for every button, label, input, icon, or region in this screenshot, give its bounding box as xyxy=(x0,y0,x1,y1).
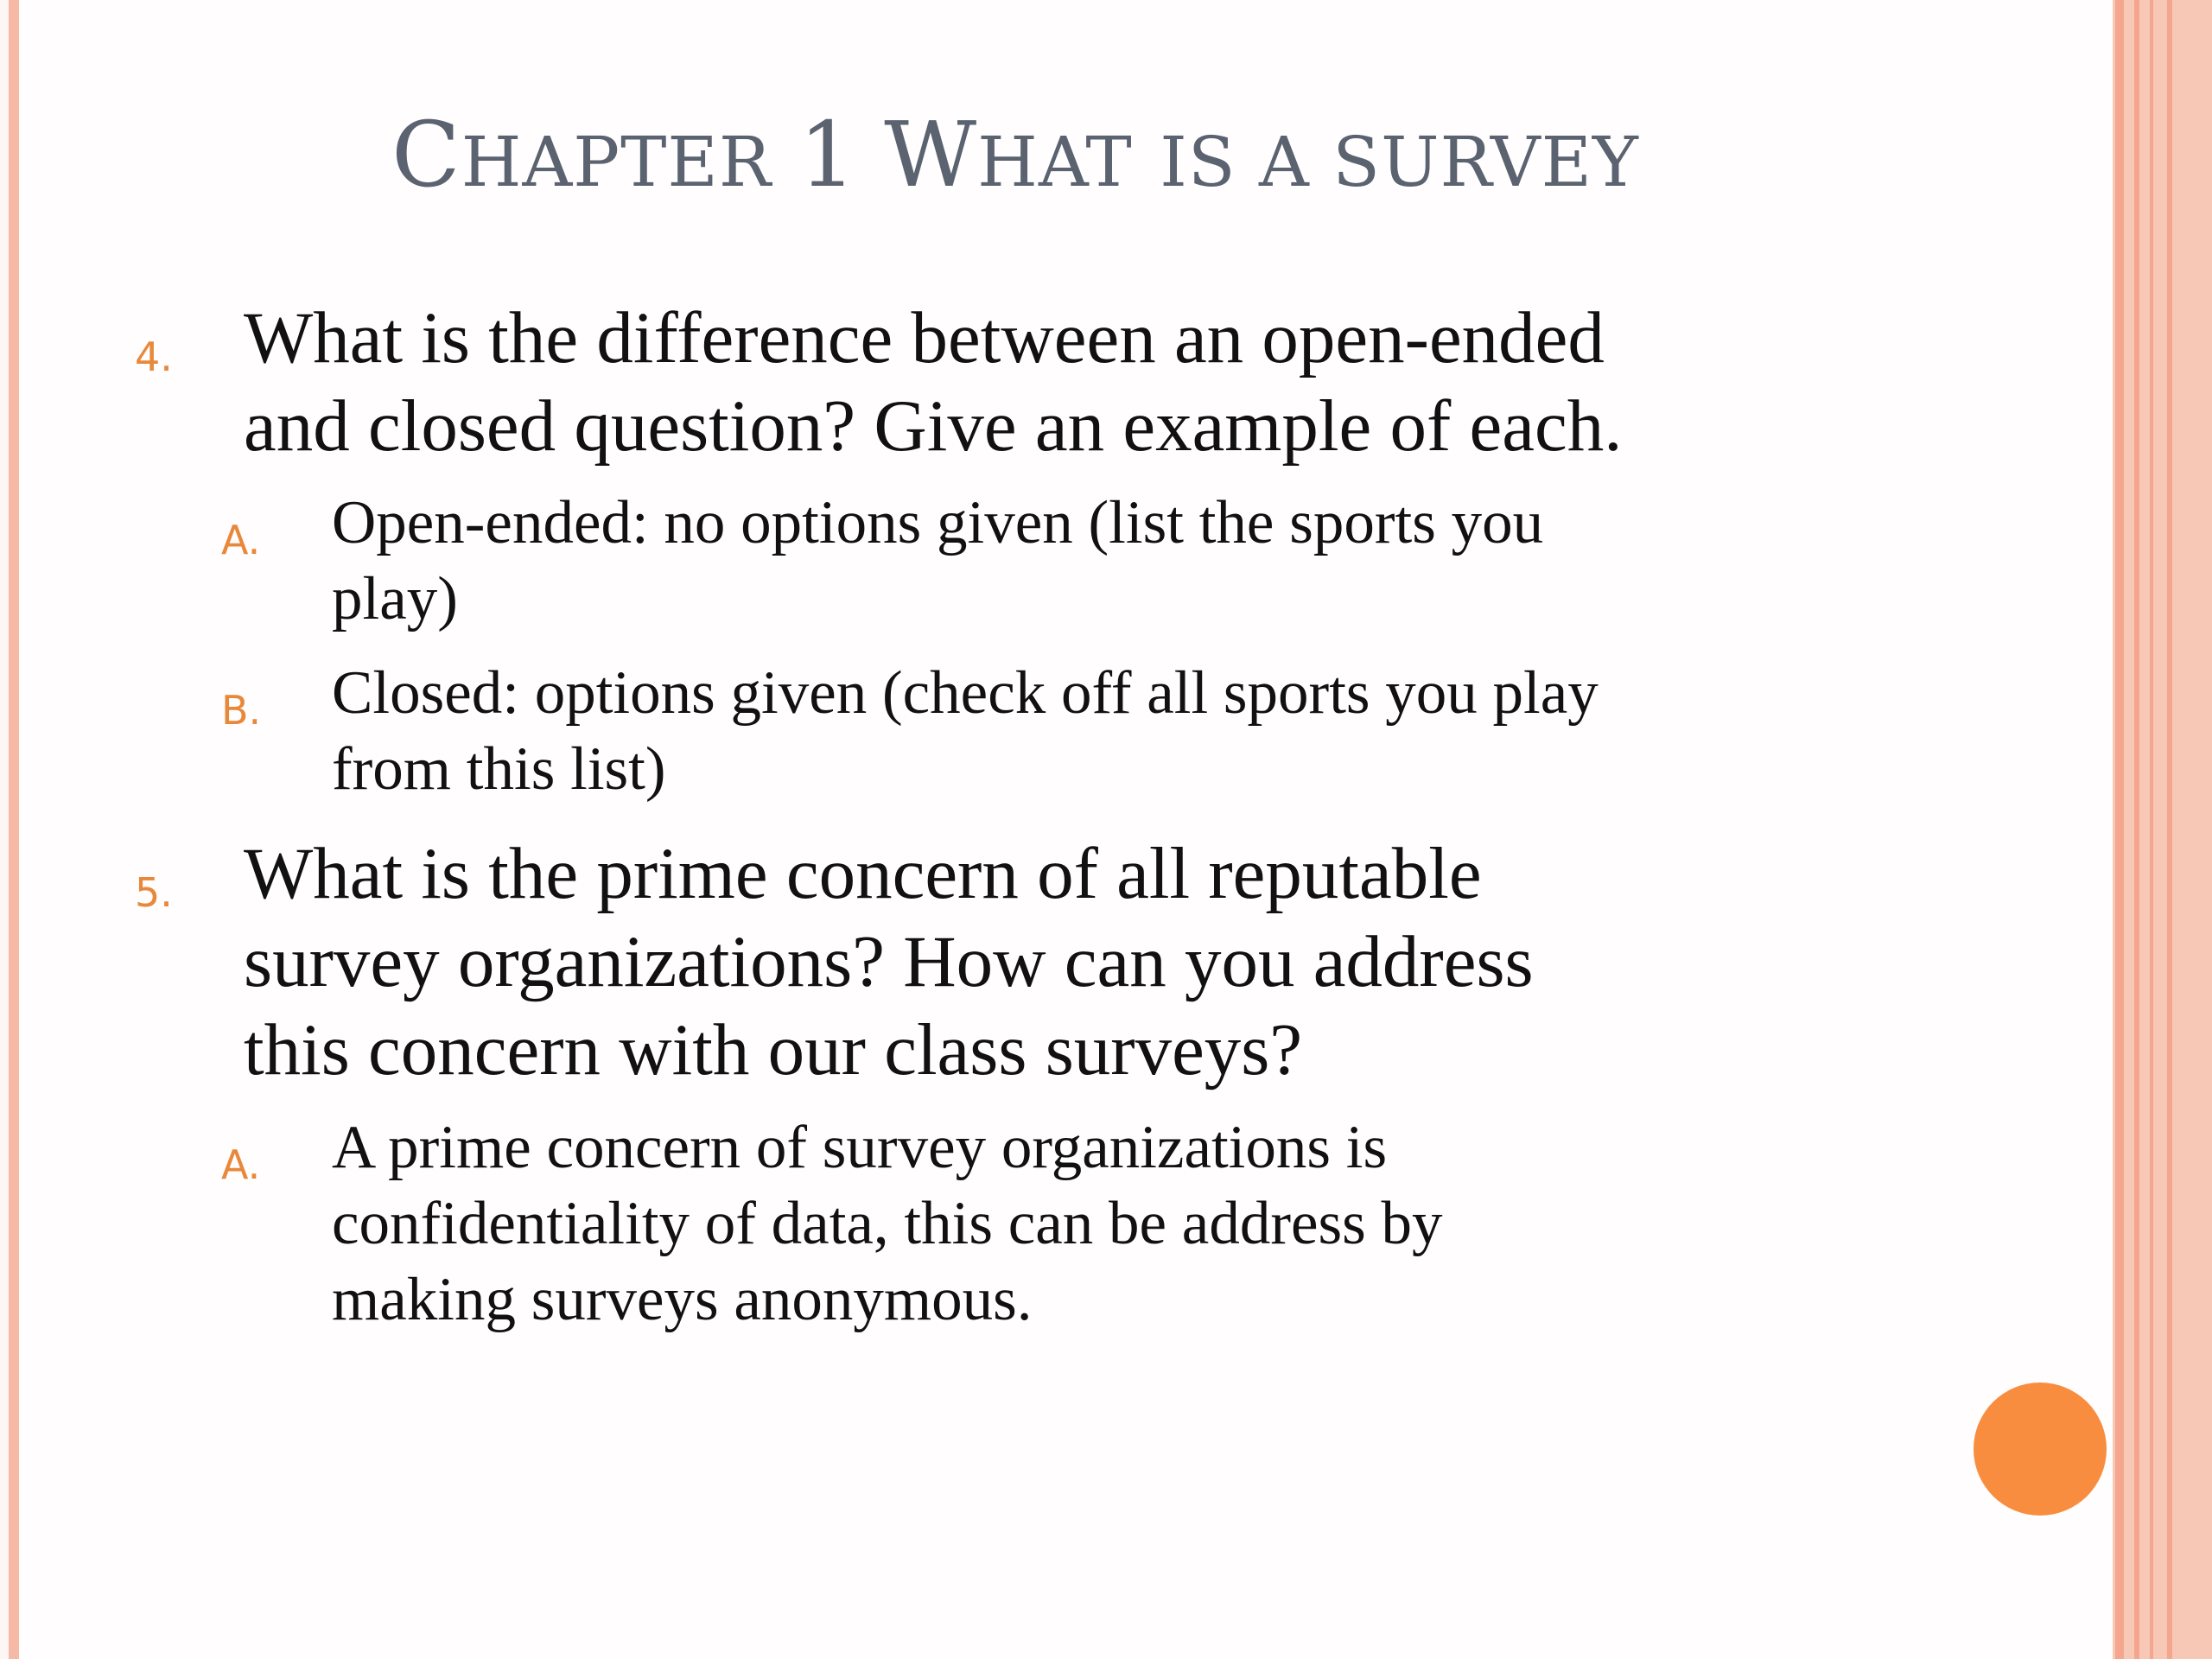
sub-item-text-line: making surveys anonymous. xyxy=(332,1266,1033,1333)
item-text-line: What is the difference between an open-ended xyxy=(244,297,1605,378)
list-item xyxy=(135,830,1534,1094)
frame-stripe xyxy=(2150,0,2153,1659)
item-text-line: survey organizations? How can you address xyxy=(244,921,1534,1002)
frame-left-line xyxy=(9,0,19,1659)
sub-list-item xyxy=(221,655,1599,807)
frame-stripe xyxy=(2115,0,2124,1659)
list-letter: A. xyxy=(221,1141,261,1188)
sub-item-text-line: A prime concern of survey organizations is xyxy=(332,1114,1388,1181)
title-initial: C xyxy=(391,102,461,207)
slide-title xyxy=(0,102,2031,207)
sub-list-item xyxy=(221,1109,1443,1338)
frame-stripe xyxy=(2167,0,2172,1659)
frame-stripe xyxy=(2134,0,2139,1659)
item-text-line: this concern with our class surveys? xyxy=(244,1009,1303,1090)
accent-dot xyxy=(1974,1382,2107,1516)
sub-item-text-line: play) xyxy=(332,565,458,632)
list-item xyxy=(135,294,1623,470)
title-word: HAT xyxy=(977,122,1133,202)
sub-item-text-line: Open-ended: no options given (list the sports you xyxy=(332,489,1544,556)
list-number: 4. xyxy=(135,334,173,380)
frame-right-band xyxy=(2113,0,2212,1659)
list-number: 5. xyxy=(135,869,173,916)
list-letter: A. xyxy=(221,517,261,563)
title-word: IS A SURVEY xyxy=(1160,122,1639,202)
sub-item-text-line: from this list) xyxy=(332,735,666,803)
sub-list-item xyxy=(221,485,1544,637)
item-text-line: and closed question? Give an example of each. xyxy=(244,385,1623,467)
item-text-line: What is the prime concern of all reputable xyxy=(244,833,1482,914)
list-letter: B. xyxy=(221,687,262,734)
title-initial: W xyxy=(884,102,978,207)
sub-item-text-line: confidentiality of data, this can be address by xyxy=(332,1190,1443,1257)
sub-item-text-line: Closed: options given (check off all sports you play xyxy=(332,659,1599,727)
title-number: 1 xyxy=(798,102,857,207)
title-word: HAPTER xyxy=(461,122,772,202)
